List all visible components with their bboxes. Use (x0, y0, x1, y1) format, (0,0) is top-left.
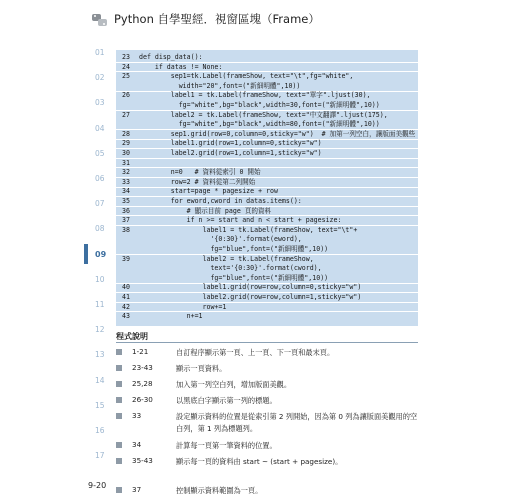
bullet-square-icon (116, 487, 122, 493)
bullet-square-icon (116, 397, 122, 403)
bullet-square-icon (116, 458, 122, 464)
line-number: 35 (122, 197, 130, 205)
description-divider (116, 342, 418, 343)
code-line (116, 111, 418, 120)
line-number: 24 (122, 62, 130, 71)
line-explanation: 顯示每一頁的資料由 start ~ (start + pagesize)。 (176, 457, 343, 466)
code-line (116, 168, 418, 177)
code-line (116, 72, 418, 81)
page-title: Python 自學聖經．視窗區塊（Frame） (114, 12, 320, 26)
line-reference: 26-30 (132, 395, 153, 404)
line-reference: 25,28 (132, 379, 153, 388)
code-line (116, 226, 418, 235)
code-text: fg="white",bg="black",width=30,font=("新細明體",10)) (139, 101, 380, 109)
line-explanation: 自訂程序顯示第一頁、上一頁、下一頁和最末頁。 (176, 348, 335, 357)
code-line (116, 197, 418, 206)
bullet-square-icon (116, 365, 122, 371)
line-number: 26 (122, 91, 130, 100)
code-line (116, 130, 418, 139)
code-text: '{0:30}'.format(eword), (139, 235, 302, 244)
line-number: 23 (122, 53, 130, 61)
bullet-square-icon (116, 349, 122, 355)
code-line (116, 63, 418, 72)
line-number: 28 (122, 129, 130, 138)
code-text: start=page * pagesize + row (139, 187, 278, 196)
line-number: 25 (122, 72, 130, 81)
code-line (116, 53, 418, 62)
code-line (116, 255, 418, 264)
chapter-number-03: 03 (95, 98, 105, 108)
line-number: 30 (122, 149, 130, 157)
code-line (116, 101, 418, 110)
code-text: label1 = tk.Label(frameShow, text="\t"+ (139, 225, 358, 234)
chapter-number-06: 06 (95, 174, 105, 183)
line-number: 38 (122, 225, 130, 234)
code-line (116, 312, 418, 321)
code-text: label2 = tk.Label(frameShow, text="中文翻譯".ljust(175), (139, 110, 388, 119)
code-text: row=2 # 資料從第二列開始 (139, 177, 256, 186)
code-text: fg="blue",font=("新細明體",10)) (139, 273, 329, 282)
code-text: row+=1 (139, 302, 227, 311)
page-header (0, 0, 520, 36)
bullet-square-icon (116, 381, 122, 387)
code-text: for eword,cword in datas.items(): (139, 197, 302, 205)
chapter-number-02: 02 (95, 73, 105, 83)
code-line (116, 139, 418, 148)
code-text: label1.grid(row=1,column=0,sticky="w") (139, 139, 322, 148)
line-number: 29 (122, 139, 130, 148)
python-logo-icon (90, 12, 110, 28)
code-text: # 顯示目前 page 頁的資料 (139, 206, 272, 215)
chapter-number-01: 01 (95, 48, 105, 57)
line-number: 33 (122, 177, 130, 186)
line-explanation: 控制顯示資料範圍為一頁。 (176, 486, 263, 495)
chapter-number-05: 05 (95, 148, 105, 158)
code-listing (116, 50, 418, 326)
line-number: 43 (122, 312, 130, 321)
line-explanation: 顯示一頁資料。 (176, 364, 227, 373)
line-number: 42 (122, 302, 130, 311)
code-text: width="20",font=("新細明體",10)) (139, 81, 301, 90)
chapter-active-marker (84, 244, 88, 264)
line-number: 34 (122, 187, 130, 196)
code-line (116, 245, 418, 254)
line-explanation: 以黑底白字顯示第一列的標題。 (176, 396, 277, 405)
chapter-index (0, 40, 112, 470)
code-text: def disp_data(): (139, 53, 203, 61)
chapter-number-13: 13 (95, 350, 105, 360)
chapter-number-07: 07 (95, 199, 105, 209)
line-reference: 35-43 (132, 456, 153, 465)
code-text: label1.grid(row=row,column=0,sticky="w") (139, 283, 362, 292)
code-line (116, 91, 418, 100)
line-reference: 33 (132, 411, 142, 420)
code-line (116, 82, 418, 91)
code-line (116, 283, 418, 292)
line-reference: 1-21 (132, 347, 149, 356)
chapter-number-09: 09 (95, 249, 107, 259)
line-number: 37 (122, 216, 130, 225)
chapter-number-08: 08 (95, 224, 105, 234)
code-line (116, 120, 418, 129)
chapter-number-04: 04 (95, 123, 105, 133)
code-text: if n >= start and n < start + pagesize: (139, 216, 342, 225)
chapter-number-17: 17 (95, 451, 105, 461)
line-explanation: 計算每一頁第一筆資料的位置。 (176, 441, 277, 450)
code-text: fg="blue",font=("新細明體",10)) (139, 245, 329, 253)
code-line (116, 303, 418, 312)
code-text: label2.grid(row=1,column=1,sticky="w") (139, 149, 322, 157)
code-text: label2 = tk.Label(frameShow, (139, 254, 314, 263)
line-number: 31 (122, 158, 130, 167)
code-text: if datas != None: (139, 62, 223, 71)
line-number: 27 (122, 110, 130, 119)
bullet-square-icon (116, 442, 122, 448)
code-text: fg="white",bg="black",width=80,font=("新細明體",10)) (139, 120, 380, 129)
code-text: n=0 # 資料從索引 0 開始 (139, 168, 261, 177)
chapter-number-14: 14 (95, 375, 105, 385)
line-number: 36 (122, 206, 130, 215)
line-reference: 34 (132, 440, 142, 449)
line-number: 32 (122, 168, 130, 177)
chapter-number-10: 10 (95, 274, 105, 284)
code-line (116, 293, 418, 302)
code-line (116, 235, 418, 244)
code-text: n+=1 (139, 312, 203, 321)
line-reference: 37 (132, 485, 142, 494)
code-text: text='{0:30}'.format(cword), (139, 264, 322, 273)
chapter-number-15: 15 (95, 400, 105, 410)
code-text: label2.grid(row=row,column=1,sticky="w") (139, 293, 362, 301)
chapter-number-12: 12 (95, 325, 105, 335)
code-line (116, 178, 418, 187)
code-line (116, 159, 418, 168)
line-explanation: 設定顯示資料的位置是從索引第 2 列開始，因為第 0 列為讓版面美觀用的空白列，第 1 列為標題列。 (176, 412, 418, 433)
line-reference: 23-43 (132, 363, 153, 372)
code-line (116, 149, 418, 158)
code-line (116, 187, 418, 196)
page-number: 9-20 (88, 481, 107, 490)
chapter-number-16: 16 (95, 426, 105, 435)
line-number: 39 (122, 254, 130, 263)
code-line (116, 274, 418, 283)
code-text: sep1=tk.Label(frameShow, text="\t",fg="white", (139, 72, 354, 81)
description-title: 程式說明 (116, 332, 148, 341)
line-explanation: 加入第一列空白列，增加版面美觀。 (176, 380, 292, 389)
code-line (116, 216, 418, 225)
code-text: sep1.grid(row=0,column=0,sticky="w") # 加第一列空白，讓版面美觀些 (139, 129, 416, 138)
code-text: label1 = tk.Label(frameShow, text="單字".ljust(30), (139, 91, 371, 100)
code-line (116, 207, 418, 216)
bullet-square-icon (116, 413, 122, 419)
line-number: 40 (122, 283, 130, 292)
line-number: 41 (122, 293, 130, 301)
chapter-number-11: 11 (95, 300, 105, 309)
code-line (116, 264, 418, 273)
